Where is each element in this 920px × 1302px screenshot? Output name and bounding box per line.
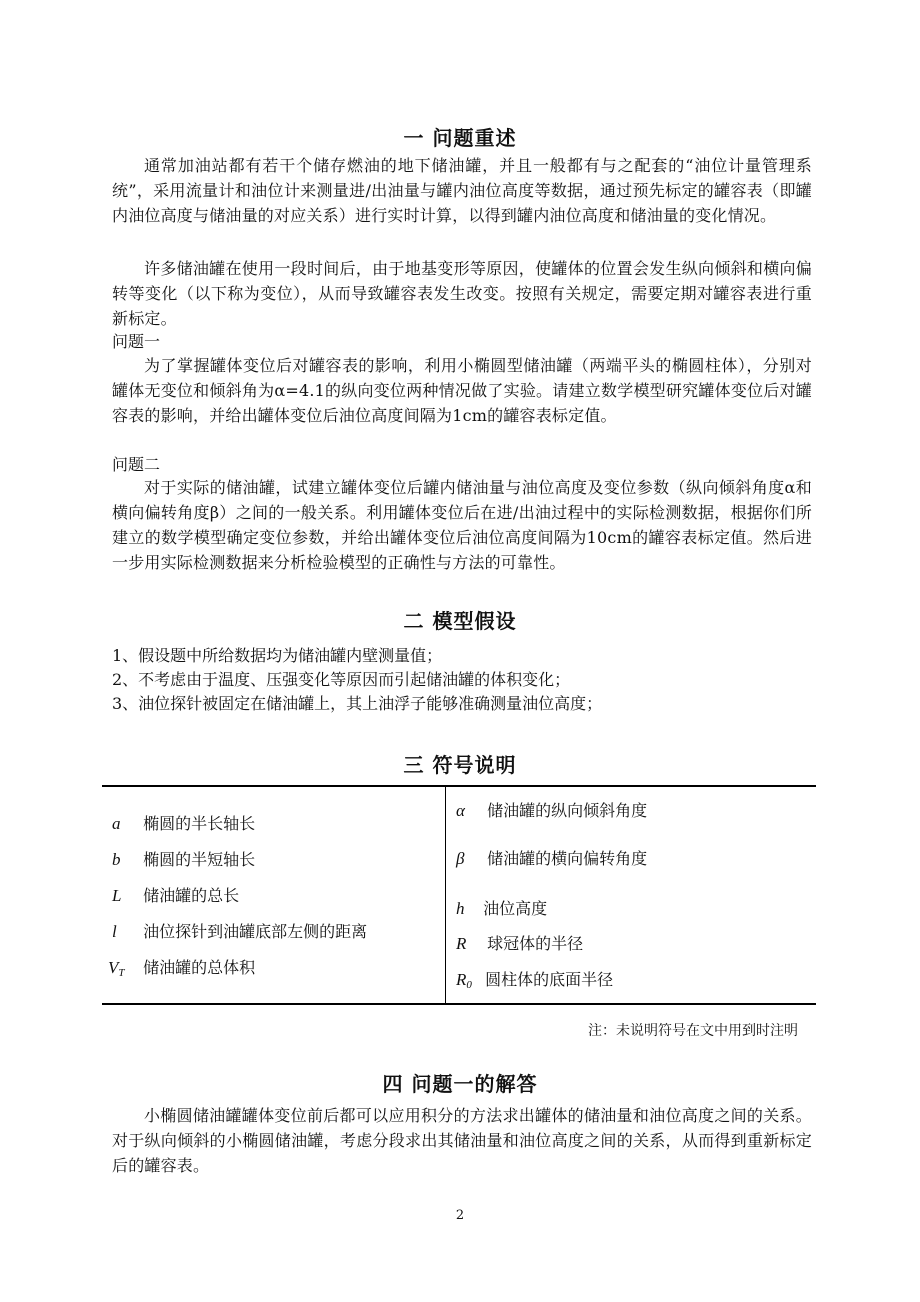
- symbol: l: [112, 922, 117, 941]
- assumption-item: 1、假设题中所给数据均为储油罐内壁测量值；: [112, 646, 443, 665]
- assumption-item: 2、不考虑由于温度、压强变化等原因而引起储油罐的体积变化；: [112, 670, 571, 689]
- symbol-row: [456, 969, 613, 996]
- assumption-item: 3、油位探针被固定在储油罐上，其上油浮子能够准确测量油位高度；: [112, 694, 603, 713]
- symbol-row: [456, 933, 583, 955]
- section-title-restatement: 一 问题重述: [403, 126, 517, 150]
- symbol-row: [456, 800, 647, 822]
- symbol-row: [456, 898, 547, 920]
- symbol-description: 椭圆的半短轴长: [143, 850, 256, 869]
- restatement-paragraph-2: 许多储油罐在使用一段时间后，由于地基变形等原因，使罐体的位置会发生纵向倾斜和横向偏转等变化（以下称为变位），从而导致罐容表发生改变。按照有关规定，需要定期对罐容表进行重新标定。: [112, 259, 812, 328]
- table-bottom-rule: [102, 1003, 816, 1005]
- symbol-description: 圆柱体的底面半径: [485, 970, 614, 989]
- table-center-divider: [445, 787, 446, 1003]
- section-title-symbols: 三 符号说明: [403, 753, 517, 777]
- symbol: α: [456, 801, 465, 820]
- symbol: h: [456, 899, 465, 918]
- section-title-assumptions: 二 模型假设: [403, 609, 517, 633]
- restatement-paragraph-1: 通常加油站都有若干个储存燃油的地下储油罐，并且一般都有与之配套的“油位计量管理系统”，采用流量计和油位计来测量进/出油量与罐内油位高度等数据，通过预先标定的罐容表（即罐内油位高度与储油量的对应关系）进行实时计算，以得到罐内油位高度和储油量的变化情况。: [112, 156, 812, 225]
- symbol: R: [456, 934, 467, 953]
- symbol: b: [112, 850, 121, 869]
- symbol-description: 球冠体的半径: [487, 934, 584, 953]
- symbol-description: 油位高度: [483, 899, 548, 918]
- question-two-label: 问题二: [112, 455, 161, 474]
- question-one-text: 为了掌握罐体变位后对罐容表的影响，利用小椭圆型储油罐（两端平头的椭圆柱体），分别对罐体无变位和倾斜角为α=4.1的纵向变位两种情况做了实验。请建立数学模型研究罐体变位后对罐容表的影响，并给出罐体变位后油位高度间隔为1cm的罐容表标定值。: [112, 356, 812, 425]
- symbol: a: [112, 814, 121, 833]
- symbol-description: 储油罐的总长: [143, 886, 240, 905]
- symbol-row: [456, 848, 647, 870]
- table-note: 注：未说明符号在文中用到时注明: [588, 1023, 798, 1039]
- symbol-row: [112, 885, 239, 907]
- page-number: 2: [455, 1208, 465, 1223]
- solution-paragraph-1: 小椭圆储油罐罐体变位前后都可以应用积分的方法求出罐体的储油量和油位高度之间的关系。对于纵向倾斜的小椭圆储油罐，考虑分段求出其储油量和油位高度之间的关系，从而得到重新标定后的罐容表。: [112, 1106, 812, 1175]
- symbol: L: [112, 886, 122, 905]
- question-two-text: 对于实际的储油罐，试建立罐体变位后罐内储油量与油位高度及变位参数（纵向倾斜角度α和横向偏转角度β）之间的一般关系。利用罐体变位后在进/出油过程中的实际检测数据，根据你们所建立的数学模型确定变位参数，并给出罐体变位后油位高度间隔为10cm的罐容表标定值。然后进一步用实际检测数据来分析检验模型的正确性与方法的可靠性。: [112, 478, 812, 572]
- table-top-rule: [102, 785, 816, 787]
- symbol-description: 椭圆的半长轴长: [143, 814, 256, 833]
- symbol-row: [112, 813, 255, 835]
- section-title-solution: 四 问题一的解答: [382, 1072, 538, 1096]
- symbol: β: [456, 849, 465, 868]
- symbol-row: [112, 921, 367, 943]
- symbol-row: [112, 849, 255, 871]
- symbol-description: 油位探针到油罐底部左侧的距离: [143, 922, 368, 941]
- question-one-label: 问题一: [112, 332, 161, 351]
- symbol-description: 储油罐的总体积: [143, 958, 256, 977]
- symbol: $V_T$: [108, 958, 125, 979]
- symbol-description: 储油罐的纵向倾斜角度: [487, 801, 648, 820]
- symbol-description: 储油罐的横向偏转角度: [487, 849, 648, 868]
- symbol-row: [108, 957, 255, 984]
- symbol: $R_0$: [456, 970, 472, 991]
